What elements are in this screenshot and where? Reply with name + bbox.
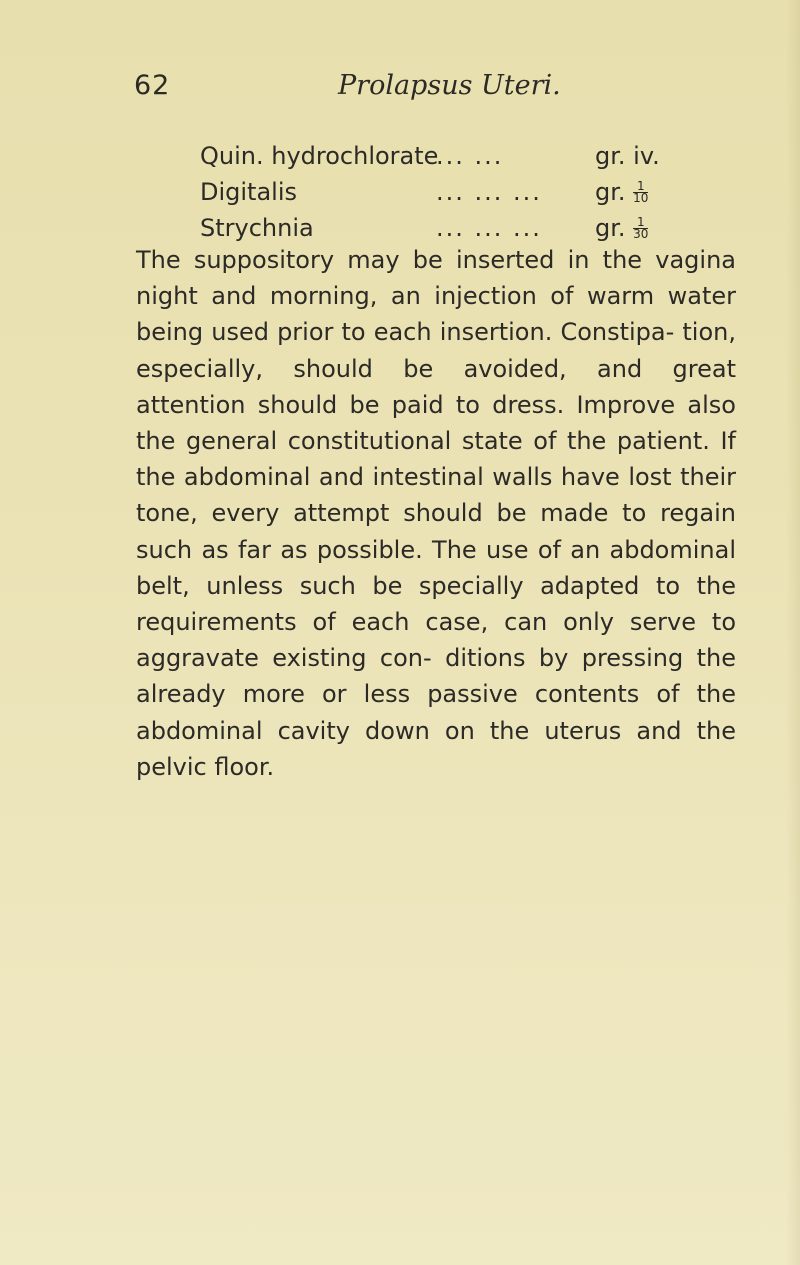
prescription-row bbox=[200, 138, 720, 174]
dose-amount: gr. bbox=[595, 214, 626, 242]
prescription-list bbox=[200, 138, 720, 246]
dose bbox=[595, 210, 648, 246]
ingredient-name: Strychnia bbox=[200, 214, 314, 242]
dose bbox=[595, 138, 660, 174]
dose-fraction bbox=[633, 217, 648, 240]
dose-fraction bbox=[633, 181, 648, 204]
ingredient-name: Digitalis bbox=[200, 178, 298, 206]
prescription-row bbox=[200, 174, 720, 210]
running-title: Prolapsus Uteri. bbox=[338, 70, 561, 101]
fraction-numerator: 1 bbox=[633, 181, 648, 193]
fraction-denominator: 30 bbox=[633, 227, 649, 241]
body-paragraph: The suppository may be inserted in the vagina night and morning, an injection of warm water being used prior to each insertion. Constipa- tion, especially, should be avoided, and great attention should be paid to dress. Improve also the general constitutional state of the patient. If the abdominal and intestinal walls have lost their tone, every attempt should be made to regain such as far as possible. The use of an abdominal belt, unless such be specially adapted to the requirements of each case, can only serve to aggravate existing con- ditions by pressing the already more or less passive contents of the abdominal cavity down on the uterus and the pelvic floor. bbox=[136, 246, 736, 781]
fraction-denominator: 10 bbox=[633, 191, 649, 205]
page-edge-shadow bbox=[786, 0, 800, 1265]
dot-leader: ... ... bbox=[436, 142, 504, 170]
prescription-row bbox=[200, 210, 720, 246]
fraction-numerator: 1 bbox=[633, 217, 648, 229]
page-header bbox=[0, 70, 800, 110]
dose-amount: gr. bbox=[595, 178, 626, 206]
dose bbox=[595, 174, 648, 210]
dose-amount: gr. iv. bbox=[595, 142, 660, 170]
ingredient-name: Quin. hydrochlorate bbox=[200, 142, 439, 170]
dot-leader: ... ... ... bbox=[436, 178, 542, 206]
dot-leader: ... ... ... bbox=[436, 214, 542, 242]
page-number: 62 bbox=[134, 70, 171, 101]
